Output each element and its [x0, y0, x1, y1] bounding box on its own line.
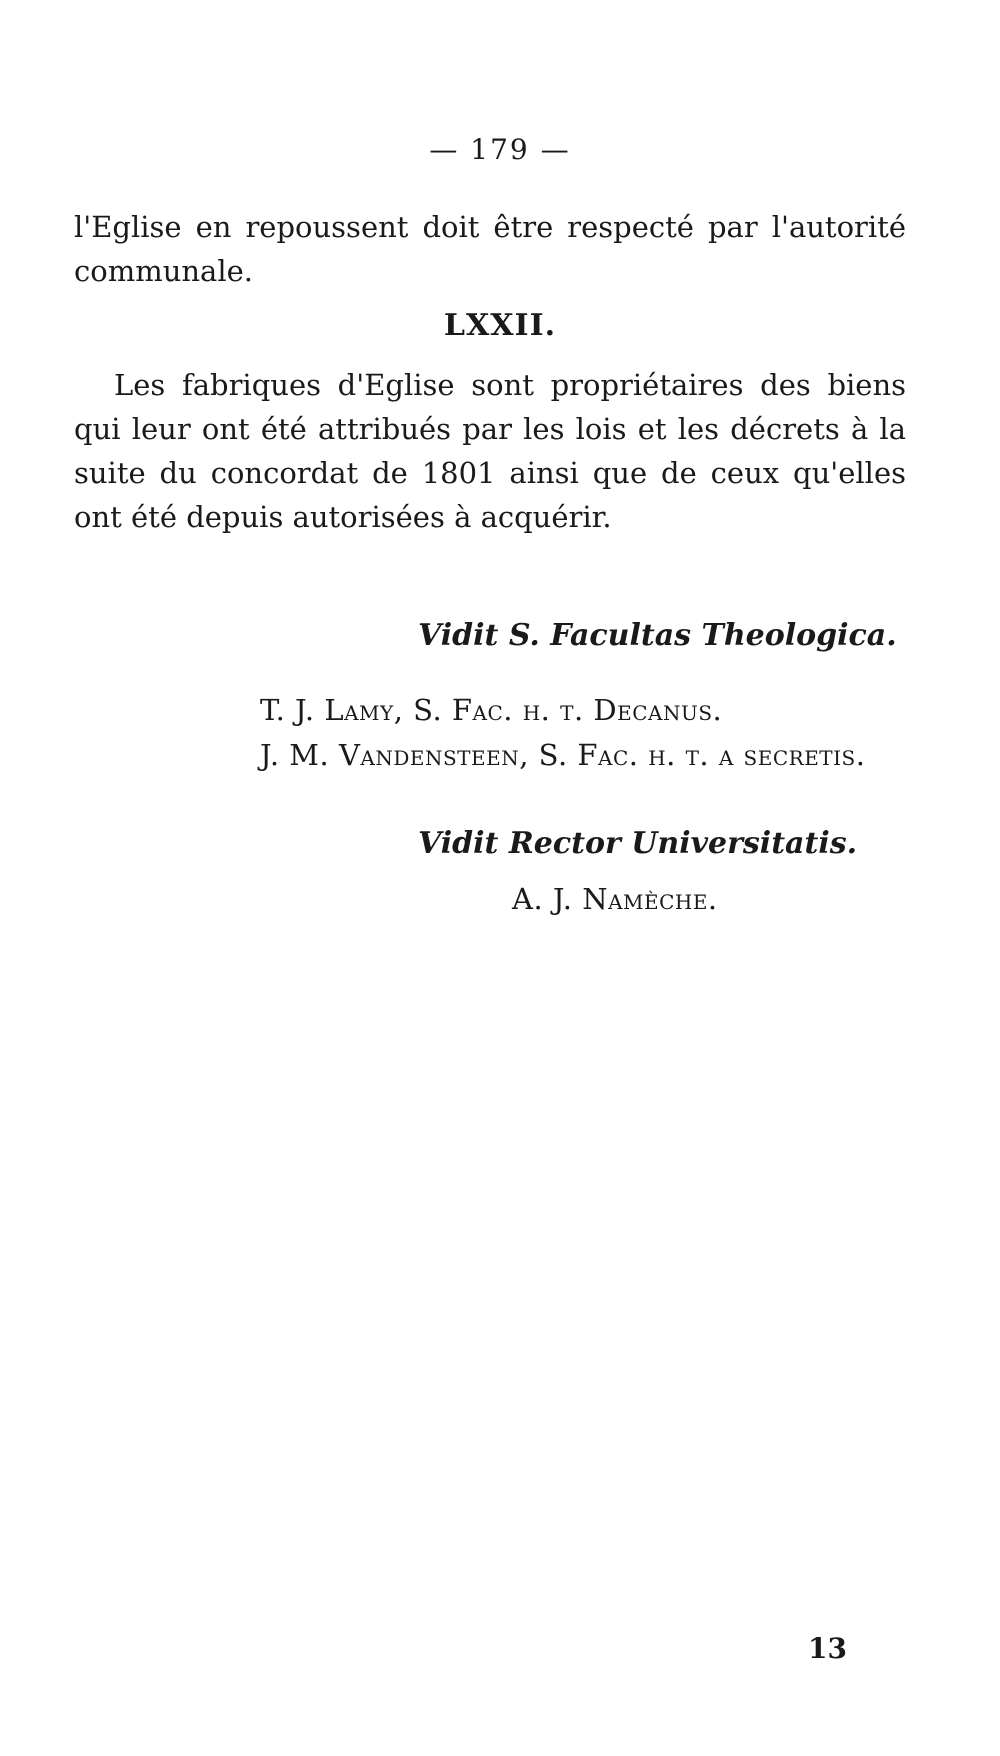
text-line: l'Eglise en repoussent doit être respecté par l'autorité	[74, 210, 906, 244]
text-line: ont été depuis autorisées à acquérir.	[74, 500, 612, 534]
signatory-line: T. J. Lamy, S. Fac. h. t. Decanus.	[260, 693, 723, 727]
continuation-paragraph	[74, 205, 906, 293]
rector-signatory: A. J. Namèche.	[512, 882, 718, 916]
text-line: Les fabriques d'Eglise sont propriétaires des biens	[114, 368, 906, 402]
faculty-approval-title: Vidit S. Facultas Theologica.	[418, 618, 897, 653]
page-number: — 179 —	[429, 133, 571, 166]
section-paragraph	[74, 363, 906, 539]
section-heading: LXXII.	[443, 308, 557, 343]
signature-mark: 13	[808, 1632, 847, 1665]
text-line: qui leur ont été attribués par les lois et les décrets à la	[74, 412, 906, 446]
signatory-line: J. M. Vandensteen, S. Fac. h. t. a secretis.	[260, 738, 866, 772]
text-line: suite du concordat de 1801 ainsi que de ceux qu'elles	[74, 456, 906, 490]
rector-approval-title: Vidit Rector Universitatis.	[418, 826, 858, 861]
text-line: communale.	[74, 254, 253, 288]
